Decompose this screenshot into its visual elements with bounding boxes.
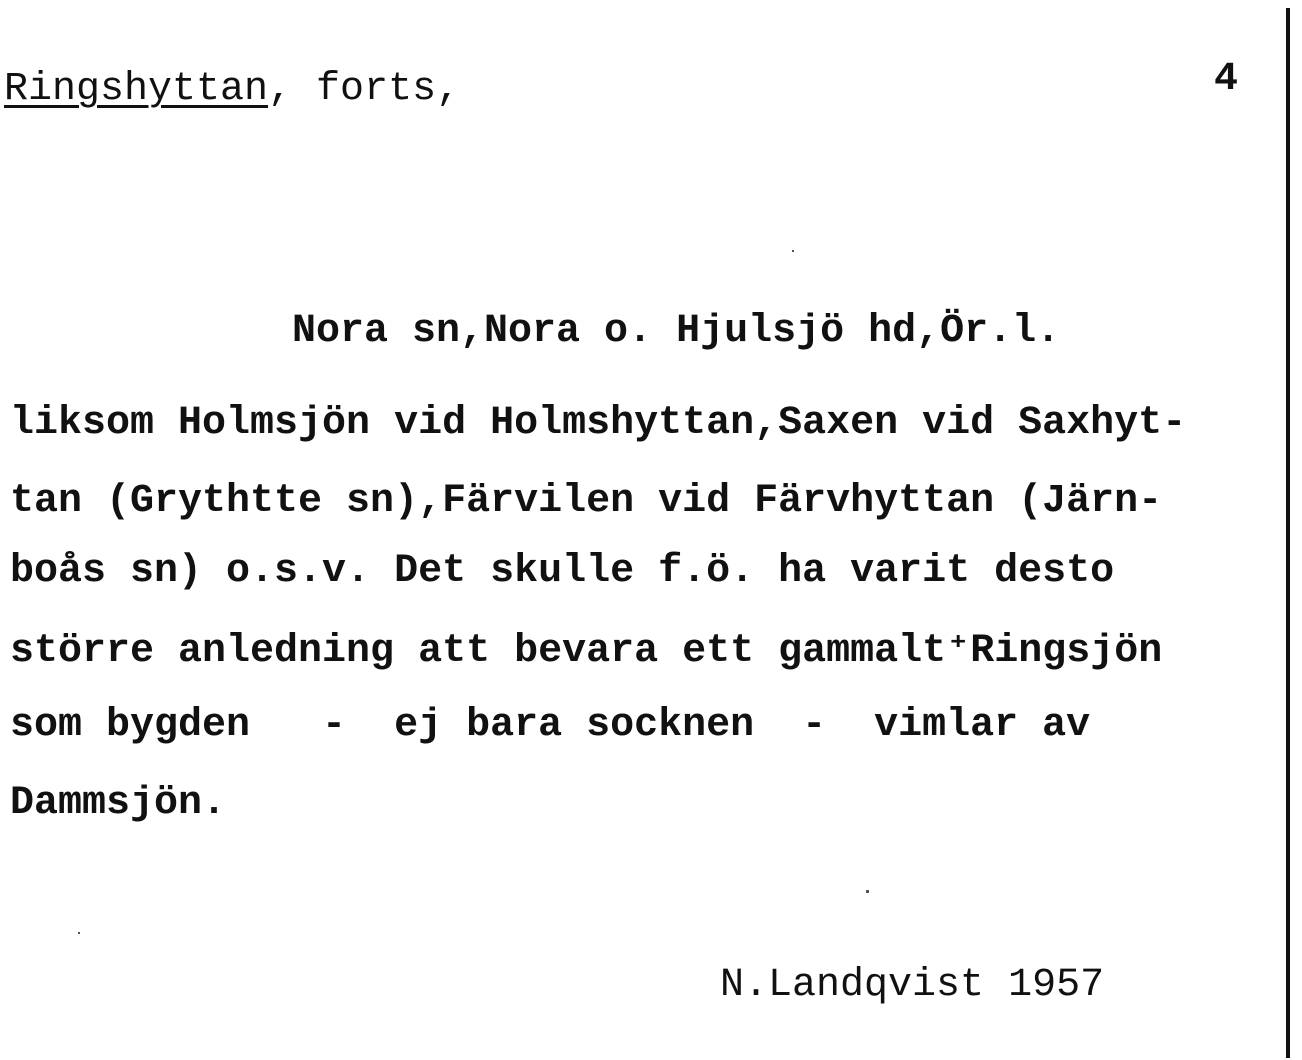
scan-speck (78, 932, 80, 934)
signature-year: 1957 (1008, 963, 1105, 1008)
body-line: liksom Holmsjön vid Holmshyttan,Saxen vid Saxhyt- (10, 401, 1187, 446)
scan-speck (866, 890, 869, 893)
card-heading (4, 67, 461, 112)
card-edge-line (1286, 8, 1290, 1058)
body-line: tan (Grythtte sn),Färvilen vid Färvhyttan (Järn- (10, 479, 1163, 524)
signature (720, 963, 1105, 1008)
page-number: 4 (1214, 57, 1239, 102)
signature-name: N.Landqvist (720, 963, 985, 1008)
body-line: boås sn) o.s.v. Det skulle f.ö. ha varit desto (10, 549, 1115, 594)
body-line: Dammsjön. (10, 781, 227, 826)
heading-suffix: , forts, (268, 67, 461, 112)
scan-speck (792, 250, 794, 252)
body-line: som bygden - ej bara socknen - vimlar av (10, 703, 1091, 748)
locality-line: Nora sn,Nora o. Hjulsjö hd,Ör.l. (292, 309, 1061, 354)
body-line: större anledning att bevara ett gammalt⁺Ringsjön (10, 629, 1163, 674)
heading-place-name: Ringshyttan (4, 67, 269, 112)
